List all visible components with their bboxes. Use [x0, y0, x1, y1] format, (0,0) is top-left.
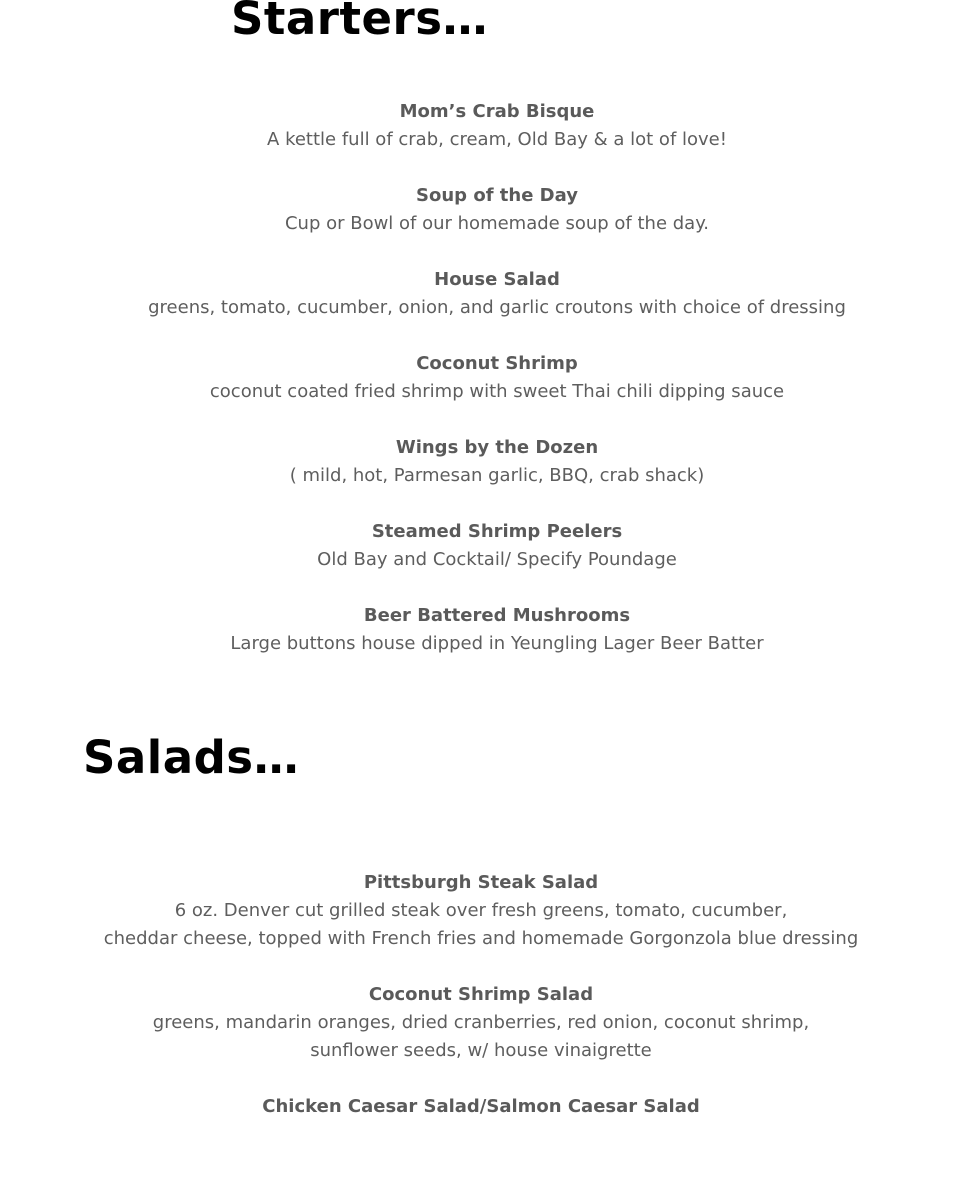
menu-item-name: Wings by the Dozen	[395, 437, 599, 458]
menu-item-description: Old Bay and Cocktail/ Specify Poundage	[317, 549, 677, 570]
salads-menu	[0, 869, 962, 1177]
starters-heading: Starters…	[231, 0, 488, 45]
menu-item-description-line: cheddar cheese, topped with French fries and homemade Gorgonzola blue dressing	[103, 928, 859, 949]
menu-item-description: A kettle full of crab, cream, Old Bay & a lot of love!	[267, 129, 727, 150]
menu-item	[0, 518, 980, 602]
menu-item-description-line: 6 oz. Denver cut grilled steak over fresh greens, tomato, cucumber,	[174, 900, 788, 921]
menu-item	[0, 350, 980, 434]
menu-item-description: Cup or Bowl of our homemade soup of the day.	[284, 213, 710, 234]
menu-item-name: House Salad	[434, 269, 560, 290]
menu-item-name: Mom’s Crab Bisque	[399, 101, 595, 122]
menu-item	[0, 1093, 962, 1177]
menu-item-name: Coconut Shrimp Salad	[368, 984, 594, 1005]
menu-item-name: Soup of the Day	[416, 185, 578, 206]
menu-item-description: greens, tomato, cucumber, onion, and garlic croutons with choice of dressing	[148, 297, 846, 318]
menu-item-name: Coconut Shrimp	[416, 353, 578, 374]
menu-item	[0, 182, 980, 266]
menu-item	[0, 869, 962, 981]
menu-item-name: Chicken Caesar Salad/Salmon Caesar Salad	[262, 1096, 700, 1117]
salads-heading: Salads…	[83, 731, 300, 784]
menu-item-description-line: sunflower seeds, w/ house vinaigrette	[310, 1040, 652, 1061]
menu-item	[0, 602, 980, 686]
menu-item	[0, 98, 980, 182]
menu-item	[0, 434, 980, 518]
menu-item-name: Steamed Shrimp Peelers	[371, 521, 623, 542]
menu-item-name: Pittsburgh Steak Salad	[363, 872, 599, 893]
menu-item	[0, 981, 962, 1093]
menu-item	[0, 266, 980, 350]
menu-item-description: ( mild, hot, Parmesan garlic, BBQ, crab shack)	[289, 465, 705, 486]
menu-item-description: Large buttons house dipped in Yeungling Lager Beer Batter	[230, 633, 764, 654]
menu-item-name: Beer Battered Mushrooms	[363, 605, 631, 626]
menu-item-description-line: greens, mandarin oranges, dried cranberries, red onion, coconut shrimp,	[152, 1012, 810, 1033]
menu-item-description: coconut coated fried shrimp with sweet Thai chili dipping sauce	[209, 381, 785, 402]
starters-menu	[0, 98, 980, 686]
